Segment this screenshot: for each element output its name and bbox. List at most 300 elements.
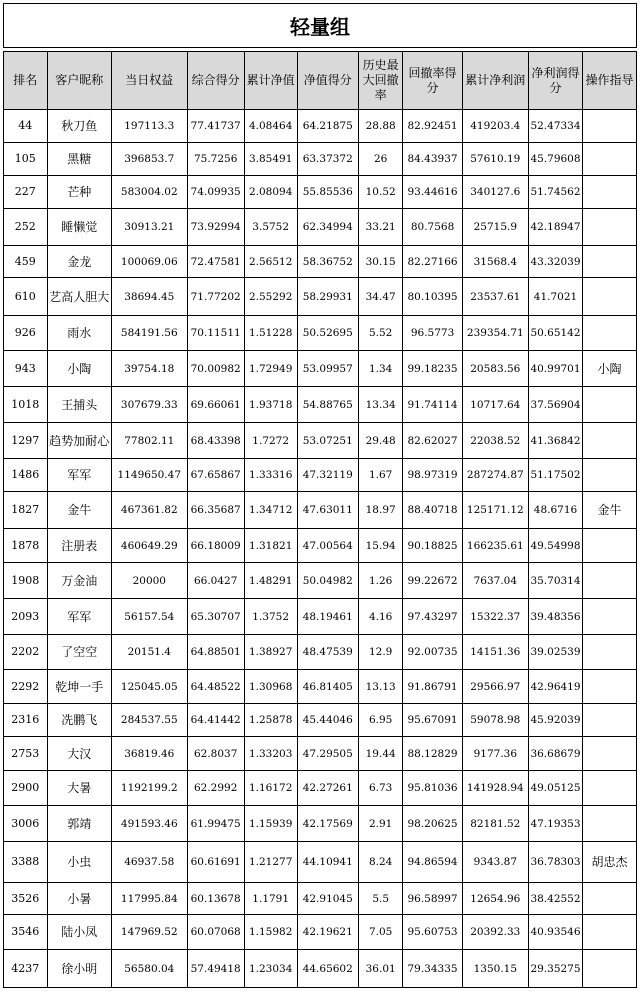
cell-rank: 105 <box>4 143 48 176</box>
cell-drawdown-score: 88.12829 <box>403 737 462 771</box>
cell-nav-score: 64.21875 <box>297 110 358 143</box>
table-row <box>4 110 637 143</box>
cell-equity: 56580.04 <box>111 950 187 988</box>
cell-rank: 3006 <box>4 806 48 842</box>
cell-nickname: 徐小明 <box>47 950 111 988</box>
cell-drawdown-score: 94.86594 <box>403 842 462 883</box>
table-row <box>4 806 637 842</box>
cell-guidance <box>582 316 636 351</box>
col-header-guidance: 操作指导 <box>582 52 636 110</box>
cell-guidance <box>582 459 636 492</box>
cell-drawdown-score: 88.40718 <box>403 492 462 529</box>
cell-equity: 1192199.2 <box>111 771 187 806</box>
cell-nickname: 陆小凤 <box>47 915 111 950</box>
cell-guidance <box>582 599 636 635</box>
cell-guidance <box>582 915 636 950</box>
cell-drawdown-score: 79.34335 <box>403 950 462 988</box>
cell-rank: 2316 <box>4 704 48 737</box>
table-row <box>4 351 637 387</box>
cell-max-drawdown: 26 <box>358 143 403 176</box>
cell-nav: 2.56512 <box>244 246 297 278</box>
cell-nav-score: 54.88765 <box>297 387 358 423</box>
cell-max-drawdown: 1.26 <box>358 563 403 599</box>
cell-rank: 459 <box>4 246 48 278</box>
cell-profit-score: 41.7021 <box>529 278 583 316</box>
table-body <box>4 110 637 988</box>
cell-profit-score: 49.05125 <box>529 771 583 806</box>
cell-total-score: 62.2992 <box>187 771 244 806</box>
cell-nav: 2.55292 <box>244 278 297 316</box>
table-row <box>4 176 637 209</box>
cell-drawdown-score: 99.18235 <box>403 351 462 387</box>
cell-rank: 227 <box>4 176 48 209</box>
cell-nickname: 雨水 <box>47 316 111 351</box>
cell-drawdown-score: 97.43297 <box>403 599 462 635</box>
table-row <box>4 246 637 278</box>
cell-nav-score: 53.07251 <box>297 423 358 459</box>
table-row <box>4 459 637 492</box>
cell-nav: 1.3752 <box>244 599 297 635</box>
cell-nav: 1.1791 <box>244 883 297 915</box>
cell-nickname: 了空空 <box>47 635 111 670</box>
cell-total-score: 71.77202 <box>187 278 244 316</box>
cell-max-drawdown: 5.5 <box>358 883 403 915</box>
cell-profit-score: 42.18947 <box>529 209 583 246</box>
cell-drawdown-score: 82.62027 <box>403 423 462 459</box>
cell-equity: 583004.02 <box>111 176 187 209</box>
cell-nav: 3.5752 <box>244 209 297 246</box>
cell-guidance <box>582 704 636 737</box>
table-row <box>4 950 637 988</box>
cell-nav: 2.08094 <box>244 176 297 209</box>
cell-nav: 1.48291 <box>244 563 297 599</box>
cell-max-drawdown: 8.24 <box>358 842 403 883</box>
ranking-sheet <box>3 3 639 996</box>
cell-drawdown-score: 95.67091 <box>403 704 462 737</box>
cell-max-drawdown: 12.9 <box>358 635 403 670</box>
cell-guidance <box>582 423 636 459</box>
ranking-table <box>3 51 637 988</box>
col-header-rank: 排名 <box>4 52 48 110</box>
cell-guidance: 胡忠杰 <box>582 842 636 883</box>
cell-total-score: 77.41737 <box>187 110 244 143</box>
cell-total-score: 65.30707 <box>187 599 244 635</box>
cell-nav: 1.15982 <box>244 915 297 950</box>
cell-nav-score: 47.00564 <box>297 529 358 563</box>
cell-rank: 252 <box>4 209 48 246</box>
cell-rank: 2900 <box>4 771 48 806</box>
cell-total-score: 72.47581 <box>187 246 244 278</box>
cell-profit-score: 45.92039 <box>529 704 583 737</box>
cell-drawdown-score: 90.18825 <box>403 529 462 563</box>
cell-profit-score: 42.96419 <box>529 670 583 704</box>
cell-total-score: 74.09935 <box>187 176 244 209</box>
cell-max-drawdown: 33.21 <box>358 209 403 246</box>
cell-nickname: 艺高人胆大 <box>47 278 111 316</box>
cell-rank: 1908 <box>4 563 48 599</box>
cell-net-profit: 9177.36 <box>462 737 528 771</box>
cell-total-score: 66.18009 <box>187 529 244 563</box>
cell-total-score: 67.65867 <box>187 459 244 492</box>
cell-nav: 1.34712 <box>244 492 297 529</box>
cell-net-profit: 10717.64 <box>462 387 528 423</box>
cell-nav: 1.93718 <box>244 387 297 423</box>
table-row <box>4 704 637 737</box>
col-header-net-profit: 累计净利润 <box>462 52 528 110</box>
cell-total-score: 64.88501 <box>187 635 244 670</box>
cell-net-profit: 15322.37 <box>462 599 528 635</box>
cell-rank: 3546 <box>4 915 48 950</box>
cell-drawdown-score: 82.27166 <box>403 246 462 278</box>
cell-nickname: 军军 <box>47 599 111 635</box>
cell-guidance <box>582 246 636 278</box>
cell-net-profit: 29566.97 <box>462 670 528 704</box>
cell-total-score: 70.11511 <box>187 316 244 351</box>
table-row <box>4 563 637 599</box>
cell-total-score: 68.43398 <box>187 423 244 459</box>
cell-equity: 46937.58 <box>111 842 187 883</box>
cell-drawdown-score: 82.92451 <box>403 110 462 143</box>
cell-nav-score: 50.52695 <box>297 316 358 351</box>
cell-rank: 2292 <box>4 670 48 704</box>
cell-drawdown-score: 96.58997 <box>403 883 462 915</box>
cell-profit-score: 39.02539 <box>529 635 583 670</box>
cell-max-drawdown: 5.52 <box>358 316 403 351</box>
cell-guidance <box>582 737 636 771</box>
cell-rank: 2093 <box>4 599 48 635</box>
table-row <box>4 915 637 950</box>
cell-rank: 1878 <box>4 529 48 563</box>
cell-nav: 1.33316 <box>244 459 297 492</box>
cell-net-profit: 20392.33 <box>462 915 528 950</box>
col-header-equity: 当日权益 <box>111 52 187 110</box>
cell-drawdown-score: 84.43937 <box>403 143 462 176</box>
cell-nav-score: 42.91045 <box>297 883 358 915</box>
cell-nav: 3.85491 <box>244 143 297 176</box>
cell-nav-score: 53.09957 <box>297 351 358 387</box>
cell-rank: 610 <box>4 278 48 316</box>
cell-rank: 1297 <box>4 423 48 459</box>
col-header-nav: 累计净值 <box>244 52 297 110</box>
cell-guidance <box>582 209 636 246</box>
cell-nav-score: 48.19461 <box>297 599 358 635</box>
cell-nav-score: 47.63011 <box>297 492 358 529</box>
table-row <box>4 387 637 423</box>
cell-total-score: 61.99475 <box>187 806 244 842</box>
cell-guidance <box>582 529 636 563</box>
table-row <box>4 737 637 771</box>
cell-nav: 1.31821 <box>244 529 297 563</box>
cell-nickname: 黑糖 <box>47 143 111 176</box>
cell-net-profit: 14151.36 <box>462 635 528 670</box>
cell-total-score: 64.48522 <box>187 670 244 704</box>
cell-guidance <box>582 110 636 143</box>
col-header-profit-score: 净利润得分 <box>529 52 583 110</box>
cell-net-profit: 340127.6 <box>462 176 528 209</box>
cell-equity: 56157.54 <box>111 599 187 635</box>
cell-nav-score: 48.47539 <box>297 635 358 670</box>
cell-drawdown-score: 98.20625 <box>403 806 462 842</box>
cell-rank: 1018 <box>4 387 48 423</box>
cell-guidance <box>582 670 636 704</box>
cell-nav-score: 47.29505 <box>297 737 358 771</box>
cell-equity: 284537.55 <box>111 704 187 737</box>
cell-guidance <box>582 278 636 316</box>
cell-total-score: 60.61691 <box>187 842 244 883</box>
cell-net-profit: 22038.52 <box>462 423 528 459</box>
cell-nav-score: 55.85536 <box>297 176 358 209</box>
cell-nav-score: 58.36752 <box>297 246 358 278</box>
cell-nickname: 大暑 <box>47 771 111 806</box>
cell-profit-score: 48.6716 <box>529 492 583 529</box>
cell-profit-score: 39.48356 <box>529 599 583 635</box>
cell-profit-score: 47.19353 <box>529 806 583 842</box>
cell-profit-score: 36.68679 <box>529 737 583 771</box>
cell-max-drawdown: 28.88 <box>358 110 403 143</box>
cell-nav-score: 45.44046 <box>297 704 358 737</box>
cell-nav: 1.21277 <box>244 842 297 883</box>
table-row <box>4 670 637 704</box>
cell-max-drawdown: 1.34 <box>358 351 403 387</box>
cell-net-profit: 9343.87 <box>462 842 528 883</box>
cell-guidance: 金牛 <box>582 492 636 529</box>
cell-net-profit: 287274.87 <box>462 459 528 492</box>
cell-guidance <box>582 950 636 988</box>
cell-profit-score: 50.65142 <box>529 316 583 351</box>
cell-total-score: 66.35687 <box>187 492 244 529</box>
cell-equity: 30913.21 <box>111 209 187 246</box>
cell-guidance <box>582 635 636 670</box>
cell-guidance <box>582 176 636 209</box>
cell-equity: 38694.45 <box>111 278 187 316</box>
cell-total-score: 60.07068 <box>187 915 244 950</box>
cell-nickname: 芒种 <box>47 176 111 209</box>
cell-nav-score: 62.34994 <box>297 209 358 246</box>
cell-rank: 1486 <box>4 459 48 492</box>
cell-nickname: 注册表 <box>47 529 111 563</box>
cell-equity: 20151.4 <box>111 635 187 670</box>
cell-nav: 1.15939 <box>244 806 297 842</box>
cell-equity: 460649.29 <box>111 529 187 563</box>
cell-nickname: 秋刀鱼 <box>47 110 111 143</box>
cell-max-drawdown: 6.73 <box>358 771 403 806</box>
table-row <box>4 529 637 563</box>
cell-nickname: 冼鹏飞 <box>47 704 111 737</box>
cell-profit-score: 40.93546 <box>529 915 583 950</box>
cell-rank: 4237 <box>4 950 48 988</box>
cell-rank: 3388 <box>4 842 48 883</box>
cell-max-drawdown: 13.13 <box>358 670 403 704</box>
cell-guidance <box>582 387 636 423</box>
table-row <box>4 492 637 529</box>
table-row <box>4 599 637 635</box>
cell-rank: 1827 <box>4 492 48 529</box>
cell-drawdown-score: 99.22672 <box>403 563 462 599</box>
table-row <box>4 143 637 176</box>
cell-drawdown-score: 95.60753 <box>403 915 462 950</box>
cell-profit-score: 41.36842 <box>529 423 583 459</box>
cell-max-drawdown: 34.47 <box>358 278 403 316</box>
cell-net-profit: 1350.15 <box>462 950 528 988</box>
cell-net-profit: 419203.4 <box>462 110 528 143</box>
cell-net-profit: 141928.94 <box>462 771 528 806</box>
cell-nav-score: 46.81405 <box>297 670 358 704</box>
cell-nav: 1.72949 <box>244 351 297 387</box>
cell-nav-score: 44.10941 <box>297 842 358 883</box>
cell-nickname: 小陶 <box>47 351 111 387</box>
cell-guidance <box>582 143 636 176</box>
cell-drawdown-score: 80.10395 <box>403 278 462 316</box>
cell-max-drawdown: 36.01 <box>358 950 403 988</box>
cell-drawdown-score: 96.5773 <box>403 316 462 351</box>
cell-equity: 467361.82 <box>111 492 187 529</box>
cell-net-profit: 125171.12 <box>462 492 528 529</box>
cell-rank: 3526 <box>4 883 48 915</box>
cell-nav-score: 44.65602 <box>297 950 358 988</box>
cell-nav: 1.51228 <box>244 316 297 351</box>
cell-net-profit: 59078.98 <box>462 704 528 737</box>
cell-equity: 396853.7 <box>111 143 187 176</box>
cell-rank: 926 <box>4 316 48 351</box>
cell-equity: 307679.33 <box>111 387 187 423</box>
col-header-nickname: 客户昵称 <box>47 52 111 110</box>
cell-guidance: 小陶 <box>582 351 636 387</box>
cell-profit-score: 36.78303 <box>529 842 583 883</box>
cell-max-drawdown: 10.52 <box>358 176 403 209</box>
cell-equity: 1149650.47 <box>111 459 187 492</box>
col-header-max-drawdown: 历史最大回撤率 <box>358 52 403 110</box>
cell-nav: 1.33203 <box>244 737 297 771</box>
cell-max-drawdown: 13.34 <box>358 387 403 423</box>
cell-nav-score: 42.17569 <box>297 806 358 842</box>
cell-profit-score: 29.35275 <box>529 950 583 988</box>
cell-equity: 77802.11 <box>111 423 187 459</box>
cell-total-score: 69.66061 <box>187 387 244 423</box>
cell-nickname: 乾坤一手 <box>47 670 111 704</box>
table-row <box>4 209 637 246</box>
cell-equity: 39754.18 <box>111 351 187 387</box>
col-header-drawdown-score: 回撤率得分 <box>403 52 462 110</box>
cell-nav: 1.23034 <box>244 950 297 988</box>
cell-guidance <box>582 771 636 806</box>
cell-nickname: 睡懒觉 <box>47 209 111 246</box>
cell-max-drawdown: 4.16 <box>358 599 403 635</box>
cell-drawdown-score: 98.97319 <box>403 459 462 492</box>
cell-nickname: 金牛 <box>47 492 111 529</box>
cell-nav: 1.30968 <box>244 670 297 704</box>
cell-nav-score: 58.29931 <box>297 278 358 316</box>
cell-nickname: 小暑 <box>47 883 111 915</box>
table-row <box>4 278 637 316</box>
cell-total-score: 70.00982 <box>187 351 244 387</box>
cell-nav-score: 63.37372 <box>297 143 358 176</box>
cell-equity: 117995.84 <box>111 883 187 915</box>
cell-profit-score: 37.56904 <box>529 387 583 423</box>
table-row <box>4 423 637 459</box>
cell-equity: 100069.06 <box>111 246 187 278</box>
cell-net-profit: 12654.96 <box>462 883 528 915</box>
cell-drawdown-score: 91.86791 <box>403 670 462 704</box>
cell-rank: 2202 <box>4 635 48 670</box>
cell-max-drawdown: 2.91 <box>358 806 403 842</box>
cell-equity: 197113.3 <box>111 110 187 143</box>
cell-profit-score: 43.32039 <box>529 246 583 278</box>
cell-equity: 147969.52 <box>111 915 187 950</box>
cell-guidance <box>582 883 636 915</box>
cell-rank: 44 <box>4 110 48 143</box>
cell-nav: 1.25878 <box>244 704 297 737</box>
cell-net-profit: 57610.19 <box>462 143 528 176</box>
cell-equity: 20000 <box>111 563 187 599</box>
cell-profit-score: 35.70314 <box>529 563 583 599</box>
cell-drawdown-score: 91.74114 <box>403 387 462 423</box>
cell-nav-score: 47.32119 <box>297 459 358 492</box>
cell-nav: 1.38927 <box>244 635 297 670</box>
cell-nav-score: 42.19621 <box>297 915 358 950</box>
table-row <box>4 316 637 351</box>
cell-drawdown-score: 93.44616 <box>403 176 462 209</box>
cell-total-score: 57.49418 <box>187 950 244 988</box>
cell-total-score: 66.0427 <box>187 563 244 599</box>
cell-max-drawdown: 7.05 <box>358 915 403 950</box>
cell-nickname: 王捕头 <box>47 387 111 423</box>
cell-total-score: 73.92994 <box>187 209 244 246</box>
cell-max-drawdown: 19.44 <box>358 737 403 771</box>
cell-profit-score: 51.74562 <box>529 176 583 209</box>
col-header-nav-score: 净值得分 <box>297 52 358 110</box>
cell-max-drawdown: 6.95 <box>358 704 403 737</box>
table-row <box>4 771 637 806</box>
cell-nickname: 万金油 <box>47 563 111 599</box>
cell-net-profit: 31568.4 <box>462 246 528 278</box>
cell-net-profit: 239354.71 <box>462 316 528 351</box>
table-row <box>4 635 637 670</box>
cell-equity: 491593.46 <box>111 806 187 842</box>
cell-guidance <box>582 563 636 599</box>
cell-nickname: 郭靖 <box>47 806 111 842</box>
cell-guidance <box>582 806 636 842</box>
cell-total-score: 62.8037 <box>187 737 244 771</box>
cell-nav: 1.7272 <box>244 423 297 459</box>
cell-nav: 1.16172 <box>244 771 297 806</box>
cell-nav-score: 50.04982 <box>297 563 358 599</box>
table-row <box>4 842 637 883</box>
cell-profit-score: 51.17502 <box>529 459 583 492</box>
cell-net-profit: 25715.9 <box>462 209 528 246</box>
header-row <box>4 52 637 110</box>
cell-equity: 125045.05 <box>111 670 187 704</box>
cell-profit-score: 45.79608 <box>529 143 583 176</box>
cell-total-score: 64.41442 <box>187 704 244 737</box>
cell-nickname: 趋势加耐心 <box>47 423 111 459</box>
cell-nav: 4.08464 <box>244 110 297 143</box>
cell-profit-score: 52.47334 <box>529 110 583 143</box>
cell-nickname: 军军 <box>47 459 111 492</box>
cell-net-profit: 20583.56 <box>462 351 528 387</box>
cell-net-profit: 166235.61 <box>462 529 528 563</box>
cell-net-profit: 82181.52 <box>462 806 528 842</box>
cell-max-drawdown: 15.94 <box>358 529 403 563</box>
cell-profit-score: 38.42552 <box>529 883 583 915</box>
table-title: 轻量组 <box>3 3 637 48</box>
cell-total-score: 75.7256 <box>187 143 244 176</box>
cell-equity: 36819.46 <box>111 737 187 771</box>
cell-drawdown-score: 92.00735 <box>403 635 462 670</box>
col-header-total-score: 综合得分 <box>187 52 244 110</box>
cell-max-drawdown: 29.48 <box>358 423 403 459</box>
cell-rank: 2753 <box>4 737 48 771</box>
table-row <box>4 883 637 915</box>
